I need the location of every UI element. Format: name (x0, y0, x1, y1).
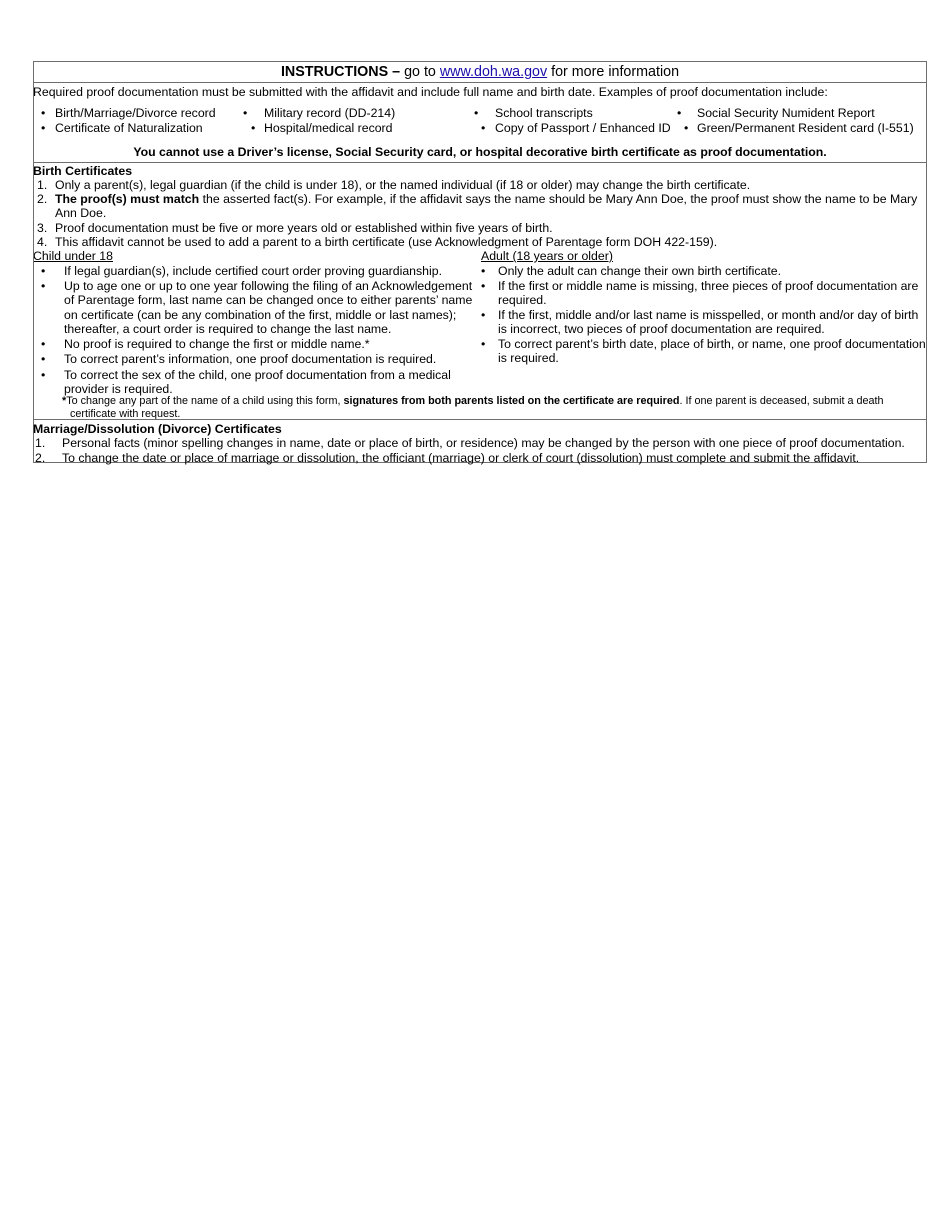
adult-item: Only the adult can change their own birth certificate. (498, 264, 781, 278)
item-2-text: the asserted fact(s). For example, if the affidavit says the name should be Mary Ann Doe, the proof must show the name to be Mary (199, 192, 918, 206)
item-number: 1. (35, 436, 46, 450)
adult-item: To correct parent’s birth date, place of birth, or name, one proof documentation (498, 337, 926, 351)
bullet: • (41, 121, 46, 135)
bullet: • (677, 106, 682, 120)
birth-heading: Birth Certificates (33, 164, 133, 178)
adult-item: If the first, middle and/or last name is misspelled, or month and/or day of birth (498, 308, 919, 322)
title-pre: go to (400, 64, 440, 80)
bullet: • (474, 106, 479, 120)
proof-example: Hospital/medical record (264, 121, 393, 135)
item-number: 2. (35, 451, 46, 465)
bullet: • (41, 264, 46, 278)
adult-item: If the first or middle name is missing, three pieces of proof documentation are (498, 279, 919, 293)
bullet: • (481, 264, 486, 278)
child-item: Up to age one or up to one year following the filing of an Acknowledgement (64, 279, 473, 293)
proof-example: Military record (DD-214) (264, 106, 396, 120)
item-number: 1. (37, 178, 48, 192)
title-post: for more information (547, 64, 680, 80)
adult-heading: Adult (18 years or older) (481, 249, 613, 263)
footnote-pre: To change any part of the name of a child using this form, (66, 395, 344, 407)
left-border (33, 163, 34, 419)
bullet: • (41, 279, 46, 293)
marriage-item-2: To change the date or place of marriage or dissolution, the officiant (marriage) or clerk of court (dissolution) must complete and submit the affidavit. (62, 451, 860, 465)
bullet: • (41, 106, 46, 120)
proof-example: Certificate of Naturalization (55, 121, 203, 135)
bullet: • (481, 279, 486, 293)
proof-example: Green/Permanent Resident card (I-551) (697, 121, 914, 135)
proof-example: School transcripts (495, 106, 593, 120)
birth-item-4: This affidavit cannot be used to add a parent to a birth certificate (use Acknowledgment of Parentage form DOH 422-159). (55, 235, 718, 249)
bullet: • (481, 337, 486, 351)
item-number: 2. (37, 192, 48, 206)
adult-item-cont: is required. (498, 351, 559, 365)
bullet: • (243, 106, 248, 120)
child-item-cont: on certificate (can be any combination of the first, middle or last names); (64, 308, 457, 322)
footnote (62, 395, 884, 407)
bullet: • (481, 121, 486, 135)
instructions-title (33, 64, 927, 81)
marriage-heading: Marriage/Dissolution (Divorce) Certificates (33, 422, 282, 436)
marriage-item-1: Personal facts (minor spelling changes in name, date or place of birth, or residence) may be changed by the person with one piece of proof documentation. (62, 436, 905, 450)
adult-item-cont: is incorrect, two pieces of proof documentation are required. (498, 322, 825, 336)
birth-item-2 (55, 192, 917, 207)
footnote-post: . If one parent is deceased, submit a death (679, 395, 884, 407)
doh-link[interactable]: www.doh.wa.gov (439, 64, 548, 80)
title-bold: INSTRUCTIONS – (280, 64, 401, 80)
birth-item-1: Only a parent(s), legal guardian (if the child is under 18), or the named individual (if 18 or older) may change the birth certificate. (55, 178, 751, 192)
child-item: To correct parent’s information, one proof documentation is required. (64, 352, 437, 366)
item-number: 3. (37, 221, 48, 235)
proof-example: Copy of Passport / Enhanced ID (495, 121, 671, 135)
child-item: No proof is required to change the first or middle name.* (64, 337, 370, 351)
child-heading: Child under 18 (33, 249, 113, 263)
birth-item-3: Proof documentation must be five or more years old or established within five years of birth. (55, 221, 553, 235)
bullet: • (41, 337, 46, 351)
child-item-cont: of Parentage form, last name can be changed once to either parents’ name (64, 293, 473, 307)
proof-example: Social Security Numident Report (697, 106, 875, 120)
bullet: • (481, 308, 486, 322)
adult-item-cont: required. (498, 293, 547, 307)
footnote-bold: signatures from both parents listed on the certificate are required (343, 395, 680, 407)
proof-example: Birth/Marriage/Divorce record (55, 106, 216, 120)
right-border (926, 163, 927, 419)
bullet: • (41, 352, 46, 366)
title-divider (33, 82, 927, 83)
footnote-cont: certificate with request. (70, 408, 181, 420)
child-item: To correct the sex of the child, one proof documentation from a medical (64, 368, 451, 382)
child-item-cont: provider is required. (64, 382, 173, 396)
child-item-cont: thereafter, a court order is required to change the last name. (64, 322, 392, 336)
birth-item-2-cont: Ann Doe. (55, 206, 107, 220)
bullet: • (251, 121, 256, 135)
warning-text: You cannot use a Driver’s license, Social Security card, or hospital decorative birth certificate as proof documentation. (133, 145, 827, 159)
intro-text: Required proof documentation must be submitted with the affidavit and include full name and birth date. Examples of proof documentation include: (33, 85, 828, 99)
child-item: If legal guardian(s), include certified court order proving guardianship. (64, 264, 442, 278)
bullet: • (41, 368, 46, 382)
footnote-star: * (62, 395, 67, 407)
bullet: • (684, 121, 689, 135)
item-2-bold: The proof(s) must match (55, 192, 200, 206)
item-number: 4. (37, 235, 48, 249)
